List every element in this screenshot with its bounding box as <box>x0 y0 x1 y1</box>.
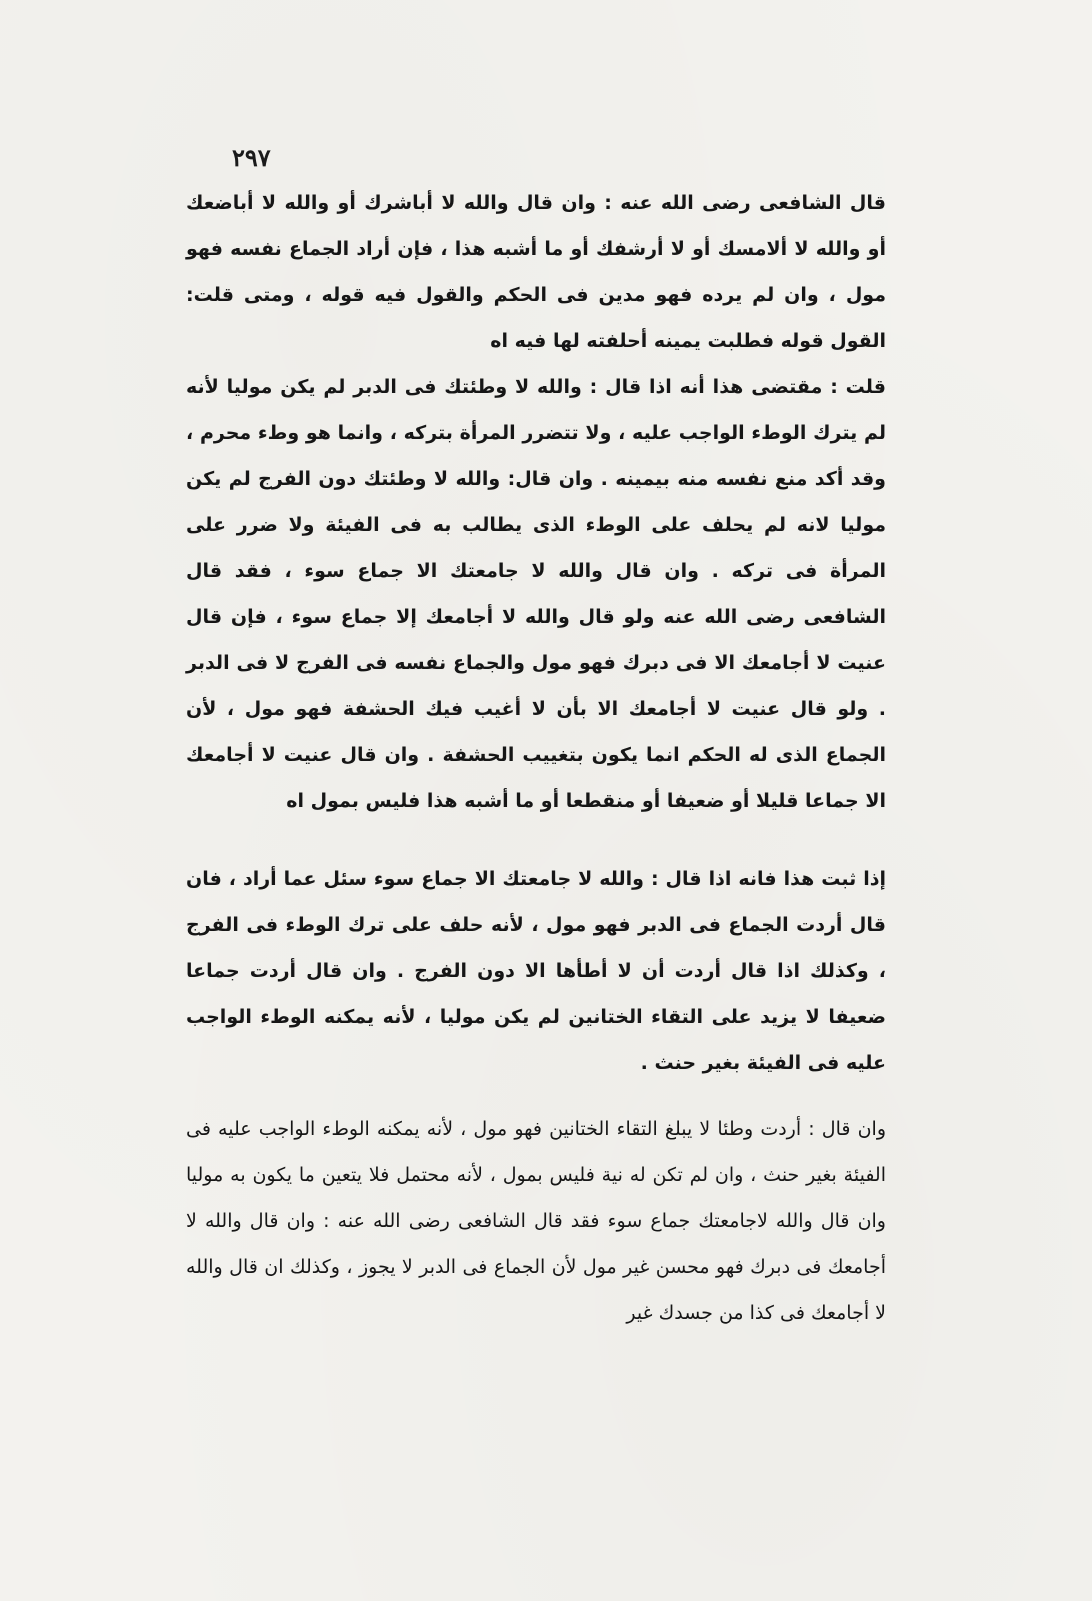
paragraph-continuation <box>186 1106 886 1336</box>
paragraph-text: قال الشافعى رضى الله عنه : وان قال والله لا أباشرك أو والله لا أباضعك أو والله لا ألامسك أو لا أرشفك أو ما أشبه هذا ، فإن أراد الجماع نفسه فهو مول ، وان لم يرده فهو مدين فى الحكم والقول فيه قوله ، ومتى قلت: القول قوله فطلبت يمينه أحلفته لها فيه اه <box>186 192 886 352</box>
paragraph-shafii-quote <box>186 180 886 364</box>
paragraph-commentary <box>186 364 886 824</box>
paragraph-text: وان قال : أردت وطئا لا يبلغ التقاء الختانين فهو مول ، لأنه يمكنه الوطء الواجب عليه فى الفيئة بغير حنث ، وان لم تكن له نية فليس بمول ، لأنه محتمل فلا يتعين ما يكون به موليا وان قال والله لاجامعتك جماع سوء فقد قال الشافعى رضى الله عنه : وان قال والله لا أجامعك فى دبرك فهو محسن غير مول لأن الجماع فى الدبر لا يجوز ، وكذلك ان قال والله لا أجامعك فى كذا من جسدك غير <box>186 1118 886 1324</box>
paragraph-ruling <box>186 856 886 1086</box>
page-number: ٢٩٧ <box>232 143 271 172</box>
paragraph-text: قلت : مقتضى هذا أنه اذا قال : والله لا وطئتك فى الدبر لم يكن موليا لأنه لم يترك الوطء الواجب عليه ، ولا تتضرر المرأة بتركه ، وانما هو وطء محرم ، وقد أكد منع نفسه منه بيمينه . وان قال: والله لا وطئتك دون الفرج لم يكن موليا لانه لم يحلف على الوطء الذى يطالب به فى الفيئة ولا ضرر على المرأة فى تركه . وان قال والله لا جامعتك الا جماع سوء ، فقد قال الشافعى رضى الله عنه ولو قال والله لا أجامعك إلا جماع سوء ، فإن قال عنيت لا أجامعك الا فى دبرك فهو مول والجماع نفسه فى الفرج لا فى الدبر . ولو قال عنيت لا أجامعك الا بأن لا أغيب فيك الحشفة فهو مول ، لأن الجماع الذى له الحكم انما يكون بتغييب الحشفة . وان قال عنيت لا أجامعك الا جماعا قليلا أو ضعيفا أو منقطعا أو ما أشبه هذا فليس بمول اه <box>186 376 886 812</box>
paragraph-text: إذا ثبت هذا فانه اذا قال : والله لا جامعتك الا جماع سوء سئل عما أراد ، فان قال أردت الجماع فى الدبر فهو مول ، لأنه حلف على ترك الوطء فى الفرج ، وكذلك اذا قال أردت أن لا أطأها الا دون الفرج . وان قال أردت جماعا ضعيفا لا يزيد على التقاء الختانين لم يكن موليا ، لأنه يمكنه الوطء الواجب عليه فى الفيئة بغير حنث . <box>186 868 886 1074</box>
